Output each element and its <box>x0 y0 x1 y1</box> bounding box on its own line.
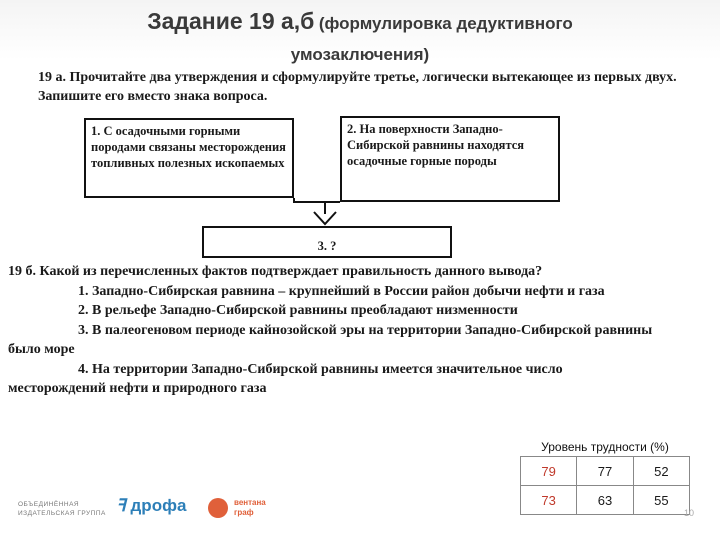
group-logo-line2: ИЗДАТЕЛЬСКАЯ ГРУППА <box>18 510 106 517</box>
group-logo-line1: ОБЪЕДИНЁННАЯ <box>18 501 80 508</box>
ventana-logo-text <box>234 498 266 518</box>
conclusion-box: 3. ? <box>202 226 452 258</box>
statement-2-box: 2. На поверхности Западно-Сибирской равнины находятся осадочные горные породы <box>340 116 560 202</box>
option-4: 4. На территории Западно-Сибирской равнины имеется значительное число месторождений нефти и природного газа <box>8 361 563 396</box>
title-paren-line2: умозаключения) <box>290 45 430 64</box>
difficulty-caption: Уровень трудности (%) <box>541 440 669 454</box>
difficulty-cell: 52 <box>633 457 689 486</box>
ventana-line2: граф <box>234 508 254 517</box>
difficulty-grid <box>520 456 690 515</box>
ventana-line1: вентана <box>234 498 266 507</box>
difficulty-cell: 73 <box>521 486 577 515</box>
option-2: 2. В рельефе Западно-Сибирской равнины преобладают низменности <box>78 303 518 318</box>
option-3: 3. В палеогеновом периоде кайнозойской эры на территории Западно-Сибирской равнины было море <box>8 322 653 357</box>
bird-icon: ꟻ <box>116 496 126 515</box>
difficulty-cell: 79 <box>521 457 577 486</box>
option-1: 1. Западно-Сибирская равнина – крупнейший в России район добычи нефти и газа <box>78 283 605 299</box>
task-b <box>8 262 658 399</box>
difficulty-row <box>521 486 690 515</box>
task-a-text: 19 а. Прочитайте два утверждения и сформулируйте третье, логически вытекающее из первых двух. Запишите его вместо знака вопроса. <box>38 70 677 104</box>
title-paren-line1: (формулировка дедуктивного <box>318 14 573 33</box>
difficulty-table <box>520 438 690 515</box>
task-b-question: 19 б. Какой из перечисленных фактов подтверждает правильность данного вывода? <box>8 264 543 279</box>
difficulty-cell: 77 <box>577 457 633 486</box>
ventana-circle-icon <box>208 498 228 518</box>
page-number: 10 <box>683 508 694 518</box>
statement-1-box: 1. С осадочными горными породами связаны месторождения топливных полезных ископаемых <box>84 118 294 198</box>
drofa-logo <box>116 496 186 516</box>
publisher-group-logo <box>18 500 106 518</box>
difficulty-cell: 55 <box>633 486 689 515</box>
publisher-logos <box>12 494 312 524</box>
title-main: Задание 19 а,б <box>147 8 315 34</box>
drofa-logo-text: дрофа <box>130 496 187 515</box>
difficulty-row <box>521 457 690 486</box>
difficulty-cell: 63 <box>577 486 633 515</box>
